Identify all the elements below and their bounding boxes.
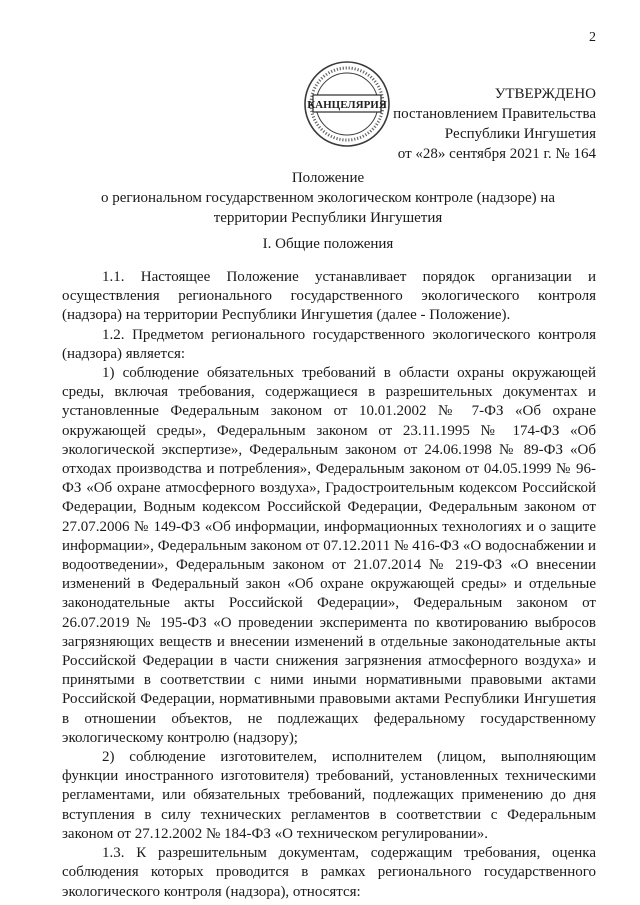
- stamp-text: КАНЦЕЛЯРИЯ: [307, 99, 387, 111]
- paragraph-1-3: 1.3. К разрешительным документам, содержащим требования, оценка соблюдения которых проводится в рамках регионального государственного экологического контроля (надзора), относятся:: [62, 845, 596, 900]
- approval-line-2: постановлением Правительства: [393, 106, 596, 122]
- title-line-1: Положение: [291, 170, 365, 186]
- approval-title: УТВЕРЖДЕНО: [494, 86, 596, 102]
- page-number: 2: [589, 30, 596, 45]
- title-line-3: территории Республики Ингушетия: [213, 210, 443, 226]
- approval-line-3: Республики Ингушетия: [444, 126, 596, 142]
- document-title: [70, 168, 586, 228]
- document-body: [62, 268, 596, 902]
- official-seal: [303, 60, 391, 148]
- paragraph-1-1: 1.1. Настоящее Положение устанавливает порядок организации и осуществления регионального государственного экологического контроля (надзора) на территории Республики Ингушетия (далее - Положение).: [62, 269, 596, 324]
- paragraph-1-2: 1.2. Предметом регионального государственного экологического контроля (надзора) является:: [62, 326, 596, 362]
- approval-line-4: от «28» сентября 2021 г. № 164: [397, 146, 596, 162]
- section-heading: I. Общие положения: [262, 236, 394, 252]
- approval-block: [393, 84, 596, 164]
- paragraph-item-2: 2) соблюдение изготовителем, исполнителем (лицом, выполняющим функции иностранного изготовителя) требований, установленных техническими регламентами, или обязательных требований, подлежащих применению до дня вступления в силу технических регламентов в соответствии с Федеральным законом от 27.12.2002 № 184-ФЗ «О техническом регулировании».: [62, 749, 596, 842]
- title-line-2: о региональном государственном экологическом контроле (надзоре) на: [100, 190, 556, 206]
- paragraph-item-1: 1) соблюдение обязательных требований в области охраны окружающей среды, включая требования, содержащиеся в разрешительных документах и установленные Федеральным законом от 10.01.2002 № 7-ФЗ «Об охране окружающей среды», Федеральным законом от 23.11.1995 № 174-ФЗ «Об экологической экспертизе», Федеральным законом от 24.06.1998 № 89-ФЗ «Об отходах производства и потребления», Федеральным законом от 04.05.1999 № 96-ФЗ «Об охране атмосферного воздуха», Градостроительным кодексом Российской Федерации, Водным кодексом Российской Федерации, Федеральным законом от 27.07.2006 № 149-ФЗ «Об информации, информационных технологиях и о защите информации», Федеральным законом от 07.12.2011 № 416-ФЗ «О водоснабжении и водоотведении», Федеральным законом от 21.07.2014 № 219-ФЗ «О внесении изменений в Федеральный закон «Об охране окружающей среды» и отдельные законодательные акты Российской Федерации», Федеральным законом от 26.07.2019 № 195-ФЗ «О проведении эксперимента по квотированию выбросов загрязняющих веществ и внесении изменений в отдельные законодательные акты Российской Федерации в части снижения загрязнения атмосферного воздуха» и принятыми в соответствии с ними иными нормативными правовыми актами Российской Федерации, нормативными правовыми актами Республики Ингушетия в отношении объектов, не подлежащих федеральному государственному экологическому контролю (надзору);: [62, 365, 596, 746]
